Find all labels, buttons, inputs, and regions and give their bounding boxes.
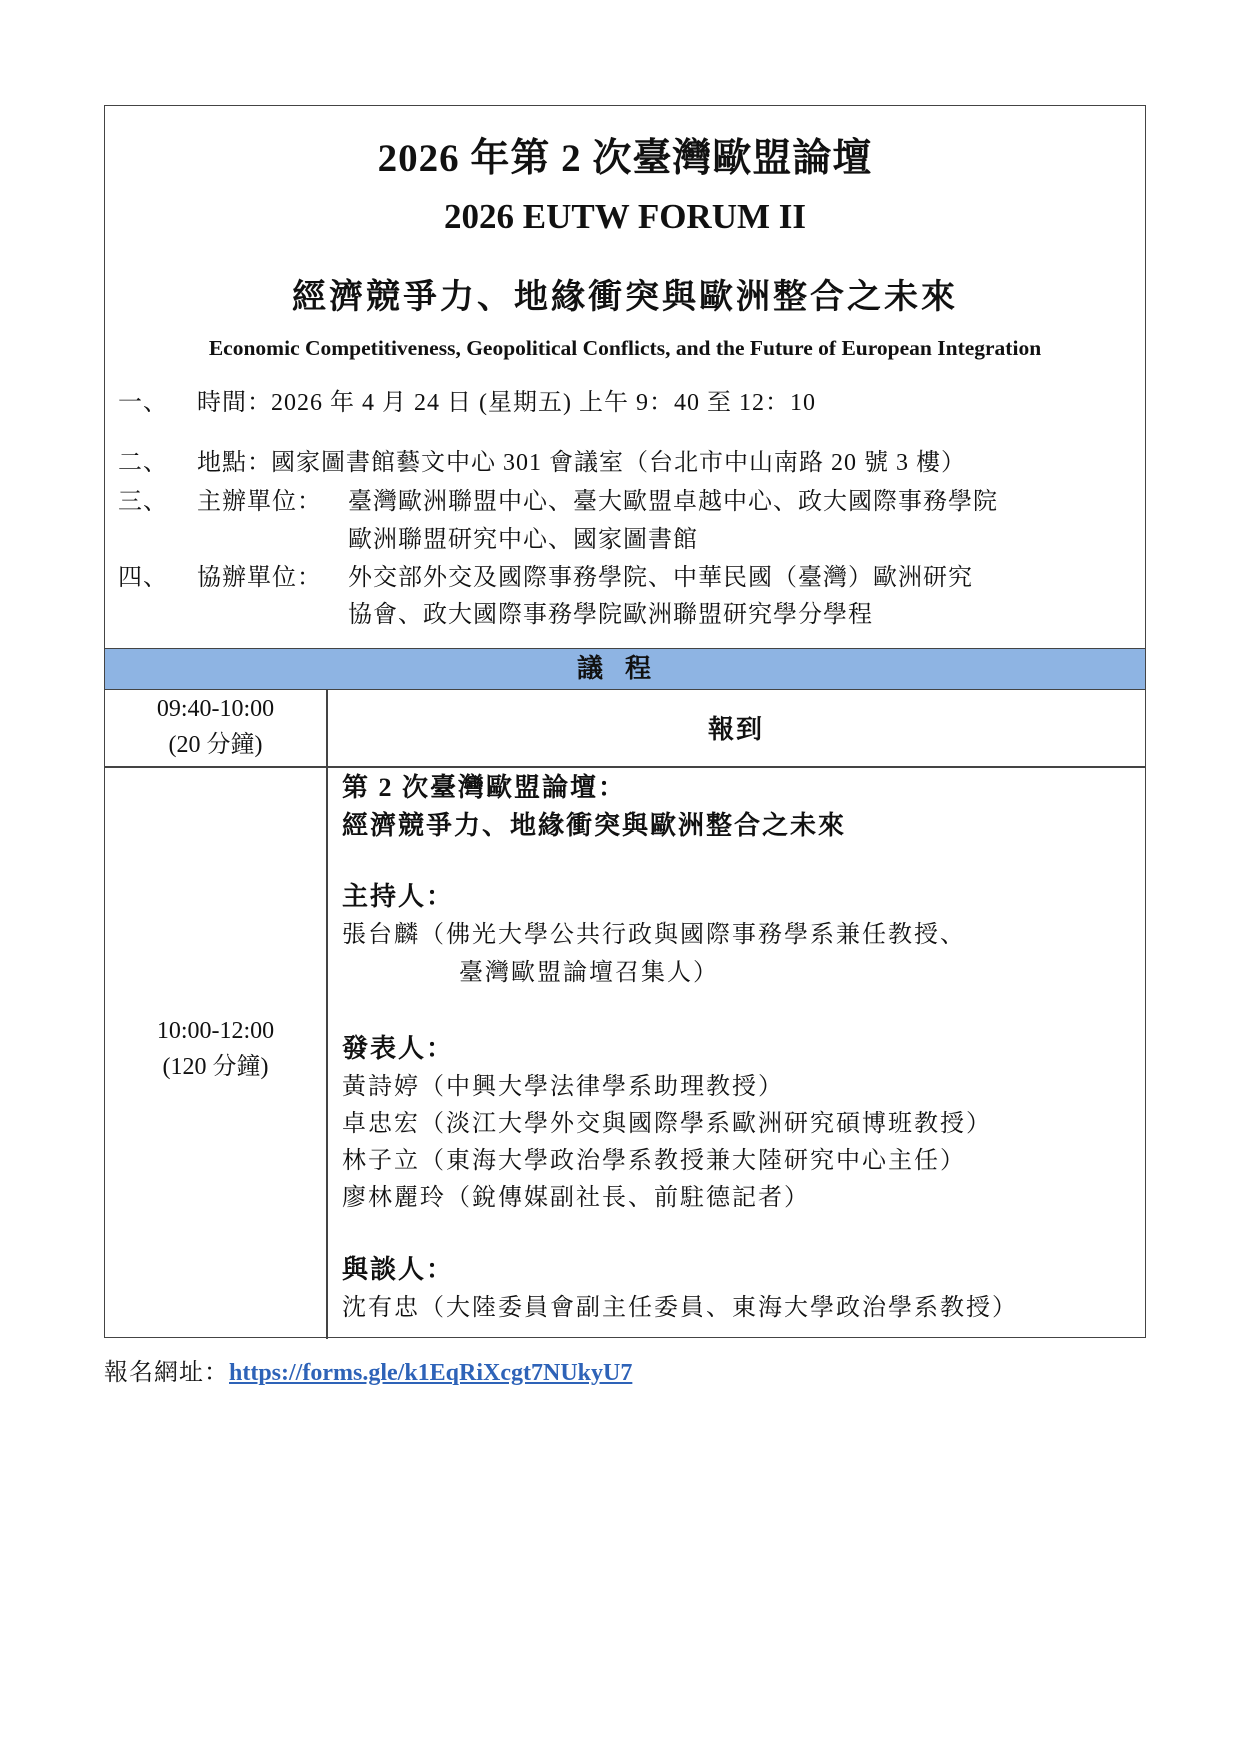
moderator-label: 主持人： (342, 882, 455, 911)
registration-line (104, 1352, 632, 1387)
moderator-line2: 臺灣歐盟論壇召集人） (459, 960, 719, 986)
slot-time: 09:40-10:00 (156, 696, 275, 722)
info-label: 協辦單位： (197, 565, 322, 591)
info-label: 地點： (197, 450, 272, 476)
theme-en: Economic Competitiveness, Geopolitical Conflicts, and the Future of European Integration (208, 336, 1042, 360)
discussant-item: 沈有忠（大陸委員會副主任委員、東海大學政治學系教授） (342, 1295, 1018, 1321)
presenter-item: 廖林麗玲（銳傳媒副社長、前駐德記者） (342, 1185, 810, 1211)
row-divider (105, 766, 1145, 768)
discussant-label: 與談人： (342, 1255, 455, 1284)
info-value: 歐洲聯盟研究中心、國家圖書館 (348, 527, 698, 553)
presenter-item: 林子立（東海大學政治學系教授兼大陸研究中心主任） (342, 1148, 966, 1174)
info-value: 2026 年 4 月 24 日 (星期五) 上午 9：40 至 12：10 (271, 390, 816, 416)
info-value: 臺灣歐洲聯盟中心、臺大歐盟卓越中心、政大國際事務學院 (348, 489, 998, 515)
column-divider (326, 690, 328, 1339)
info-number: 二、 (118, 450, 168, 476)
info-label: 主辦單位： (197, 489, 322, 515)
slot1-time (105, 691, 326, 763)
presenter-item: 黃詩婷（中興大學法律學系助理教授） (342, 1074, 784, 1100)
slot-time: 10:00-12:00 (156, 1018, 275, 1044)
session-title: 第 2 次臺灣歐盟論壇： (342, 773, 627, 802)
presenters-label: 發表人： (342, 1034, 455, 1063)
title-zh: 2026 年第 2 次臺灣歐盟論壇 (377, 137, 873, 180)
slot-duration: (120 分鐘) (162, 1054, 269, 1080)
info-number: 四、 (118, 565, 168, 591)
session-theme: 經濟競爭力、地緣衝突與歐洲整合之未來 (342, 811, 847, 840)
info-value: 國家圖書館藝文中心 301 會議室（台北市中山南路 20 號 3 樓） (271, 450, 966, 476)
slot2-time (105, 1013, 326, 1085)
title-en: 2026 EUTW FORUM II (443, 197, 806, 236)
info-value: 協會、政大國際事務學院歐洲聯盟研究學分學程 (348, 602, 873, 628)
info-value: 外交部外交及國際事務學院、中華民國（臺灣）歐洲研究 (348, 565, 973, 591)
agenda-header: 議程 (105, 648, 1145, 690)
event-notice-frame (104, 105, 1146, 1338)
registration-link[interactable]: https://forms.gle/k1EqRiXcgt7NUkyU7 (229, 1360, 633, 1386)
info-number: 三、 (118, 489, 168, 515)
theme-zh: 經濟競爭力、地緣衝突與歐洲整合之未來 (292, 279, 958, 316)
slot-duration: (20 分鐘) (168, 732, 263, 758)
moderator-line1: 張台麟（佛光大學公共行政與國際事務學系兼任教授、 (342, 922, 966, 948)
slot1-checkin: 報到 (707, 715, 764, 744)
info-label: 時間： (197, 390, 272, 416)
registration-label: 報名網址： (104, 1360, 229, 1386)
presenter-item: 卓忠宏（淡江大學外交與國際學系歐洲研究碩博班教授） (342, 1111, 992, 1137)
info-number: 一、 (118, 390, 168, 416)
